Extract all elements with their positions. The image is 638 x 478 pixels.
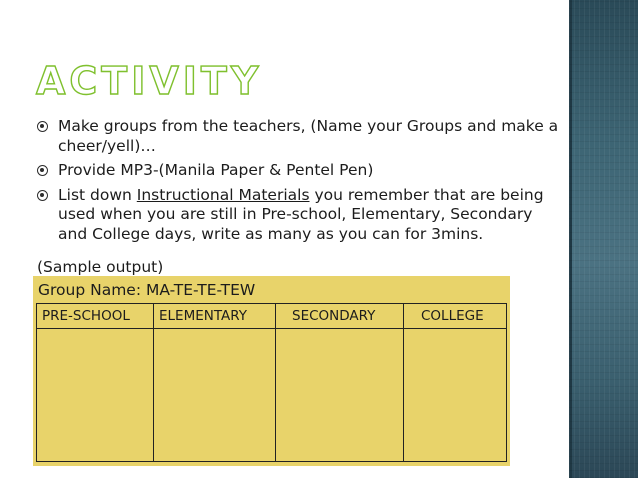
sample-output-label: (Sample output): [37, 258, 164, 276]
slide-title: ACTIVITY: [36, 59, 263, 103]
table-header-row: [37, 304, 507, 329]
bullet-text-post: you remember that are being used when you are still in Pre-school, Elementary, Secondary and College days, write as many as you can for 3mins.: [58, 185, 544, 243]
table-cell-elementary: [154, 329, 276, 462]
bullet-item: [37, 117, 562, 156]
bullet-icon: [37, 121, 48, 132]
bullet-item: [37, 161, 562, 181]
table-cell-pre-school: [37, 329, 154, 462]
bullet-list: [37, 117, 562, 249]
materials-table: [36, 303, 507, 462]
bullet-item: [37, 186, 562, 245]
column-header-pre-school: PRE-SCHOOL: [37, 304, 154, 329]
bullet-icon: [37, 165, 48, 176]
column-header-elementary: ELEMENTARY: [154, 304, 276, 329]
column-header-secondary: SECONDARY: [276, 304, 404, 329]
bullet-icon: [37, 190, 48, 201]
decorative-side-bar: [569, 0, 638, 478]
group-name: Group Name: MA-TE-TE-TEW: [38, 281, 256, 299]
table-row: [37, 329, 507, 462]
table-cell-college: [404, 329, 507, 462]
bullet-text-pre: List down: [58, 185, 137, 204]
table-cell-secondary: [276, 329, 404, 462]
underlined-term: Instructional Materials: [136, 185, 310, 204]
bullet-text: Provide MP3-(Manila Paper & Pentel Pen): [58, 161, 374, 179]
bullet-text: Make groups from the teachers, (Name your Groups and make a cheer/yell)…: [58, 117, 559, 155]
sample-output-panel: [33, 276, 510, 466]
column-header-college: COLLEGE: [404, 304, 507, 329]
